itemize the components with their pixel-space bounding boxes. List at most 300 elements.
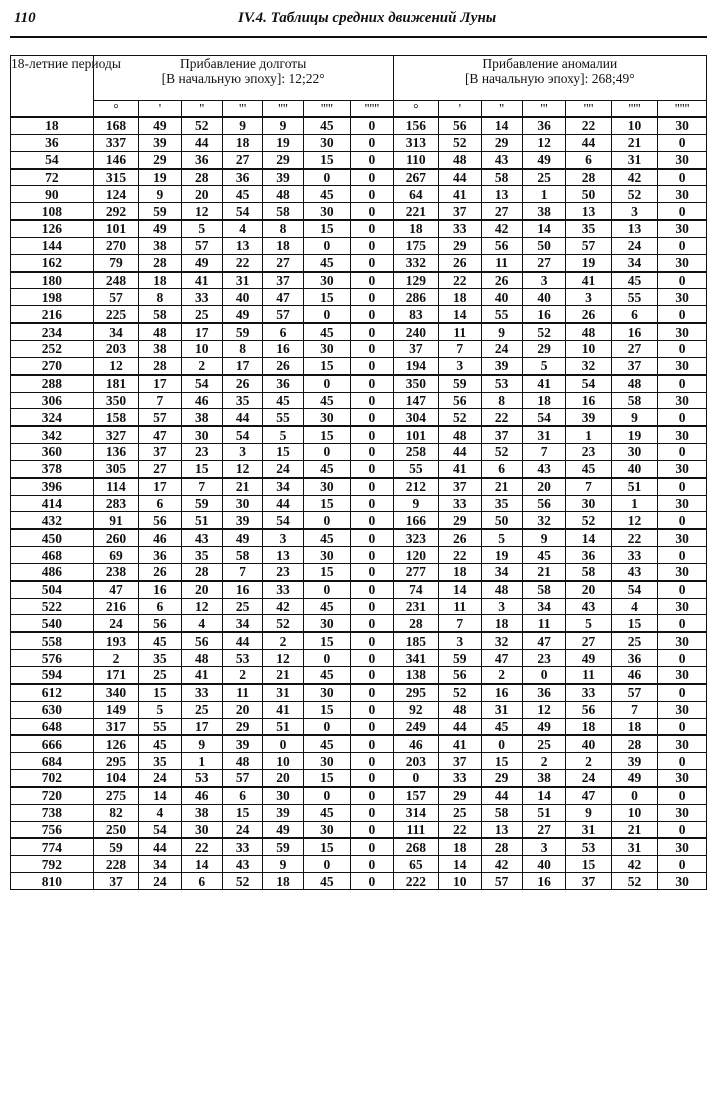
anomaly-cell: 147 bbox=[393, 392, 439, 409]
longitude-cell: 2 bbox=[263, 632, 303, 649]
anomaly-cell: 28 bbox=[481, 838, 522, 855]
longitude-cell: 30 bbox=[181, 821, 222, 838]
anomaly-cell: 3 bbox=[566, 289, 612, 306]
longitude-cell: 4 bbox=[222, 220, 262, 237]
anomaly-cell: 37 bbox=[439, 753, 481, 770]
longitude-cell: 0 bbox=[351, 512, 393, 529]
longitude-cell: 38 bbox=[181, 804, 222, 821]
anomaly-cell: 27 bbox=[566, 632, 612, 649]
longitude-cell: 15 bbox=[222, 804, 262, 821]
period-cell: 216 bbox=[11, 306, 94, 323]
anomaly-cell: 48 bbox=[439, 426, 481, 443]
longitude-cell: 9 bbox=[139, 186, 181, 203]
anomaly-cell: 0 bbox=[658, 478, 707, 495]
page-number: 110 bbox=[14, 10, 36, 26]
anomaly-cell: 25 bbox=[522, 735, 565, 752]
period-cell: 144 bbox=[11, 237, 94, 254]
anomaly-cell: 44 bbox=[439, 718, 481, 735]
longitude-cell: 43 bbox=[222, 856, 262, 873]
longitude-cell: 42 bbox=[263, 598, 303, 615]
header-rule bbox=[10, 36, 707, 38]
unit-label: ' bbox=[139, 101, 181, 118]
anomaly-cell: 33 bbox=[566, 684, 612, 701]
anomaly-cell: 56 bbox=[439, 667, 481, 684]
anomaly-cell: 57 bbox=[481, 873, 522, 890]
longitude-cell: 59 bbox=[263, 838, 303, 855]
anomaly-cell: 52 bbox=[611, 186, 658, 203]
anomaly-cell: 7 bbox=[522, 444, 565, 461]
longitude-cell: 44 bbox=[181, 134, 222, 151]
anomaly-cell: 2 bbox=[481, 667, 522, 684]
anomaly-cell: 31 bbox=[522, 426, 565, 443]
anomaly-cell: 18 bbox=[481, 615, 522, 632]
period-cell: 18 bbox=[11, 117, 94, 134]
period-cell: 108 bbox=[11, 203, 94, 220]
anomaly-cell: 341 bbox=[393, 650, 439, 667]
anomaly-cell: 22 bbox=[611, 529, 658, 546]
anomaly-cell: 45 bbox=[566, 460, 612, 477]
anomaly-cell: 30 bbox=[658, 632, 707, 649]
longitude-cell: 0 bbox=[351, 529, 393, 546]
anomaly-cell: 28 bbox=[566, 169, 612, 186]
longitude-cell: 30 bbox=[303, 615, 351, 632]
longitude-cell: 52 bbox=[263, 615, 303, 632]
longitude-cell: 57 bbox=[139, 409, 181, 426]
anomaly-cell: 29 bbox=[439, 512, 481, 529]
longitude-cell: 158 bbox=[93, 409, 139, 426]
anomaly-cell: 9 bbox=[481, 323, 522, 340]
unit-label: ''''' bbox=[611, 101, 658, 118]
longitude-cell: 9 bbox=[263, 117, 303, 134]
longitude-cell: 171 bbox=[93, 667, 139, 684]
table-row bbox=[11, 581, 707, 598]
anomaly-cell: 24 bbox=[566, 770, 612, 787]
longitude-cell: 0 bbox=[351, 460, 393, 477]
longitude-header-epoch: [В начальную эпоху]: 12;22° bbox=[161, 71, 325, 86]
longitude-cell: 39 bbox=[222, 735, 262, 752]
longitude-cell: 29 bbox=[263, 151, 303, 168]
anomaly-cell: 11 bbox=[522, 615, 565, 632]
anomaly-cell: 27 bbox=[611, 340, 658, 357]
anomaly-cell: 52 bbox=[611, 873, 658, 890]
anomaly-cell: 46 bbox=[611, 667, 658, 684]
anomaly-cell: 37 bbox=[611, 357, 658, 374]
longitude-cell: 39 bbox=[263, 169, 303, 186]
longitude-cell: 6 bbox=[222, 787, 262, 804]
longitude-cell: 15 bbox=[303, 151, 351, 168]
longitude-cell: 33 bbox=[181, 289, 222, 306]
anomaly-cell: 41 bbox=[439, 460, 481, 477]
anomaly-cell: 13 bbox=[481, 821, 522, 838]
longitude-cell: 34 bbox=[93, 323, 139, 340]
anomaly-cell: 5 bbox=[522, 357, 565, 374]
table-row bbox=[11, 134, 707, 151]
anomaly-cell: 54 bbox=[566, 375, 612, 392]
longitude-cell: 0 bbox=[351, 650, 393, 667]
longitude-cell: 58 bbox=[139, 306, 181, 323]
anomaly-cell: 30 bbox=[658, 735, 707, 752]
longitude-cell: 36 bbox=[222, 169, 262, 186]
longitude-cell: 46 bbox=[181, 787, 222, 804]
anomaly-cell: 35 bbox=[566, 220, 612, 237]
longitude-cell: 260 bbox=[93, 529, 139, 546]
anomaly-cell: 59 bbox=[439, 375, 481, 392]
anomaly-cell: 26 bbox=[439, 254, 481, 271]
anomaly-cell: 56 bbox=[522, 495, 565, 512]
anomaly-cell: 47 bbox=[566, 787, 612, 804]
anomaly-cell: 24 bbox=[611, 237, 658, 254]
longitude-cell: 0 bbox=[263, 735, 303, 752]
anomaly-cell: 30 bbox=[658, 838, 707, 855]
period-cell: 180 bbox=[11, 272, 94, 289]
longitude-cell: 6 bbox=[263, 323, 303, 340]
period-cell: 234 bbox=[11, 323, 94, 340]
table-row bbox=[11, 409, 707, 426]
table-row bbox=[11, 289, 707, 306]
longitude-cell: 28 bbox=[181, 563, 222, 580]
longitude-cell: 15 bbox=[303, 426, 351, 443]
longitude-cell: 27 bbox=[263, 254, 303, 271]
table-row bbox=[11, 563, 707, 580]
table-row bbox=[11, 220, 707, 237]
longitude-cell: 0 bbox=[351, 409, 393, 426]
longitude-cell: 48 bbox=[263, 186, 303, 203]
anomaly-cell: 9 bbox=[393, 495, 439, 512]
longitude-cell: 0 bbox=[351, 615, 393, 632]
longitude-cell: 0 bbox=[351, 323, 393, 340]
longitude-cell: 20 bbox=[181, 186, 222, 203]
longitude-cell: 23 bbox=[263, 563, 303, 580]
period-column-header: 18-летние периоды bbox=[11, 56, 94, 118]
anomaly-cell: 47 bbox=[481, 650, 522, 667]
unit-label: ''''' bbox=[303, 101, 351, 118]
longitude-cell: 31 bbox=[222, 272, 262, 289]
anomaly-cell: 0 bbox=[658, 547, 707, 564]
table-row bbox=[11, 735, 707, 752]
table-row bbox=[11, 460, 707, 477]
anomaly-cell: 54 bbox=[522, 409, 565, 426]
longitude-cell: 114 bbox=[93, 478, 139, 495]
anomaly-cell: 45 bbox=[522, 547, 565, 564]
period-cell: 378 bbox=[11, 460, 94, 477]
anomaly-cell: 40 bbox=[522, 289, 565, 306]
longitude-cell: 0 bbox=[351, 340, 393, 357]
anomaly-cell: 277 bbox=[393, 563, 439, 580]
longitude-cell: 0 bbox=[351, 770, 393, 787]
longitude-cell: 7 bbox=[139, 392, 181, 409]
longitude-cell: 225 bbox=[93, 306, 139, 323]
longitude-cell: 0 bbox=[351, 873, 393, 890]
anomaly-cell: 49 bbox=[522, 151, 565, 168]
longitude-cell: 327 bbox=[93, 426, 139, 443]
longitude-cell: 4 bbox=[181, 615, 222, 632]
anomaly-cell: 74 bbox=[393, 581, 439, 598]
anomaly-cell: 56 bbox=[481, 237, 522, 254]
longitude-cell: 0 bbox=[351, 495, 393, 512]
anomaly-cell: 36 bbox=[522, 117, 565, 134]
period-cell: 396 bbox=[11, 478, 94, 495]
period-cell: 90 bbox=[11, 186, 94, 203]
anomaly-cell: 45 bbox=[481, 718, 522, 735]
anomaly-cell: 44 bbox=[439, 169, 481, 186]
anomaly-cell: 31 bbox=[611, 151, 658, 168]
table-row bbox=[11, 151, 707, 168]
anomaly-cell: 32 bbox=[522, 512, 565, 529]
longitude-cell: 45 bbox=[303, 804, 351, 821]
longitude-cell: 17 bbox=[139, 375, 181, 392]
table-row bbox=[11, 237, 707, 254]
longitude-cell: 54 bbox=[222, 426, 262, 443]
anomaly-cell: 42 bbox=[611, 169, 658, 186]
longitude-cell: 0 bbox=[303, 375, 351, 392]
anomaly-cell: 267 bbox=[393, 169, 439, 186]
anomaly-cell: 15 bbox=[611, 615, 658, 632]
longitude-cell: 58 bbox=[263, 203, 303, 220]
anomaly-cell: 40 bbox=[522, 856, 565, 873]
anomaly-cell: 11 bbox=[566, 667, 612, 684]
anomaly-cell: 45 bbox=[611, 272, 658, 289]
longitude-cell: 48 bbox=[139, 323, 181, 340]
anomaly-cell: 28 bbox=[611, 735, 658, 752]
longitude-cell: 57 bbox=[93, 289, 139, 306]
unit-label: ' bbox=[439, 101, 481, 118]
anomaly-cell: 52 bbox=[566, 512, 612, 529]
period-cell: 702 bbox=[11, 770, 94, 787]
longitude-cell: 0 bbox=[351, 753, 393, 770]
longitude-cell: 15 bbox=[303, 495, 351, 512]
longitude-cell: 20 bbox=[181, 581, 222, 598]
table-row bbox=[11, 718, 707, 735]
anomaly-cell: 30 bbox=[658, 804, 707, 821]
period-cell: 198 bbox=[11, 289, 94, 306]
longitude-cell: 45 bbox=[303, 392, 351, 409]
longitude-cell: 228 bbox=[93, 856, 139, 873]
longitude-cell: 0 bbox=[351, 787, 393, 804]
longitude-cell: 337 bbox=[93, 134, 139, 151]
anomaly-cell: 49 bbox=[611, 770, 658, 787]
running-title: IV.4. Таблицы средних движений Луны bbox=[238, 10, 497, 26]
table-row bbox=[11, 169, 707, 186]
unit-label: '' bbox=[181, 101, 222, 118]
longitude-cell: 34 bbox=[263, 478, 303, 495]
anomaly-cell: 18 bbox=[393, 220, 439, 237]
longitude-cell: 3 bbox=[222, 444, 262, 461]
table-row bbox=[11, 770, 707, 787]
anomaly-cell: 9 bbox=[566, 804, 612, 821]
anomaly-cell: 64 bbox=[393, 186, 439, 203]
longitude-header bbox=[93, 56, 393, 101]
anomaly-cell: 221 bbox=[393, 203, 439, 220]
anomaly-cell: 43 bbox=[566, 598, 612, 615]
table-row bbox=[11, 804, 707, 821]
longitude-cell: 6 bbox=[181, 873, 222, 890]
longitude-cell: 2 bbox=[222, 667, 262, 684]
anomaly-cell: 30 bbox=[658, 563, 707, 580]
anomaly-cell: 12 bbox=[522, 134, 565, 151]
longitude-cell: 0 bbox=[351, 598, 393, 615]
longitude-cell: 126 bbox=[93, 735, 139, 752]
longitude-cell: 216 bbox=[93, 598, 139, 615]
anomaly-cell: 13 bbox=[481, 186, 522, 203]
anomaly-cell: 0 bbox=[658, 684, 707, 701]
anomaly-cell: 0 bbox=[658, 340, 707, 357]
longitude-cell: 34 bbox=[222, 615, 262, 632]
longitude-cell: 0 bbox=[351, 220, 393, 237]
anomaly-cell: 0 bbox=[611, 787, 658, 804]
anomaly-cell: 7 bbox=[566, 478, 612, 495]
anomaly-cell: 44 bbox=[566, 134, 612, 151]
longitude-cell: 0 bbox=[351, 169, 393, 186]
anomaly-cell: 21 bbox=[611, 134, 658, 151]
anomaly-cell: 30 bbox=[658, 117, 707, 134]
anomaly-cell: 0 bbox=[658, 169, 707, 186]
period-cell: 342 bbox=[11, 426, 94, 443]
anomaly-cell: 65 bbox=[393, 856, 439, 873]
table-row bbox=[11, 753, 707, 770]
anomaly-cell: 30 bbox=[658, 598, 707, 615]
anomaly-cell: 38 bbox=[522, 770, 565, 787]
longitude-cell: 0 bbox=[351, 804, 393, 821]
anomaly-cell: 39 bbox=[481, 357, 522, 374]
anomaly-cell: 11 bbox=[439, 323, 481, 340]
longitude-cell: 24 bbox=[263, 460, 303, 477]
anomaly-cell: 52 bbox=[481, 444, 522, 461]
longitude-cell: 146 bbox=[93, 151, 139, 168]
table-row bbox=[11, 203, 707, 220]
longitude-cell: 0 bbox=[351, 289, 393, 306]
anomaly-cell: 52 bbox=[439, 684, 481, 701]
anomaly-cell: 0 bbox=[393, 770, 439, 787]
anomaly-cell: 12 bbox=[522, 701, 565, 718]
anomaly-cell: 37 bbox=[439, 203, 481, 220]
longitude-cell: 36 bbox=[263, 375, 303, 392]
anomaly-cell: 3 bbox=[439, 357, 481, 374]
longitude-cell: 38 bbox=[139, 237, 181, 254]
unit-row bbox=[11, 101, 707, 118]
anomaly-cell: 18 bbox=[439, 838, 481, 855]
anomaly-cell: 29 bbox=[481, 770, 522, 787]
longitude-cell: 30 bbox=[303, 753, 351, 770]
anomaly-cell: 57 bbox=[566, 237, 612, 254]
anomaly-cell: 0 bbox=[658, 409, 707, 426]
longitude-cell: 41 bbox=[263, 701, 303, 718]
longitude-cell: 283 bbox=[93, 495, 139, 512]
longitude-cell: 15 bbox=[181, 460, 222, 477]
longitude-cell: 44 bbox=[222, 409, 262, 426]
anomaly-cell: 21 bbox=[522, 563, 565, 580]
anomaly-cell: 14 bbox=[439, 856, 481, 873]
anomaly-cell: 16 bbox=[522, 306, 565, 323]
anomaly-cell: 1 bbox=[611, 495, 658, 512]
longitude-cell: 18 bbox=[139, 272, 181, 289]
period-cell: 594 bbox=[11, 667, 94, 684]
longitude-cell: 22 bbox=[181, 838, 222, 855]
longitude-cell: 0 bbox=[303, 581, 351, 598]
period-cell: 792 bbox=[11, 856, 94, 873]
longitude-cell: 49 bbox=[181, 254, 222, 271]
longitude-cell: 13 bbox=[222, 237, 262, 254]
anomaly-cell: 29 bbox=[522, 340, 565, 357]
anomaly-cell: 48 bbox=[611, 375, 658, 392]
anomaly-cell: 23 bbox=[566, 444, 612, 461]
period-cell: 648 bbox=[11, 718, 94, 735]
longitude-cell: 0 bbox=[351, 718, 393, 735]
anomaly-cell: 9 bbox=[522, 529, 565, 546]
longitude-cell: 124 bbox=[93, 186, 139, 203]
anomaly-cell: 51 bbox=[611, 478, 658, 495]
longitude-cell: 28 bbox=[139, 357, 181, 374]
period-cell: 630 bbox=[11, 701, 94, 718]
longitude-cell: 30 bbox=[303, 821, 351, 838]
unit-label: ''' bbox=[522, 101, 565, 118]
longitude-cell: 104 bbox=[93, 770, 139, 787]
anomaly-cell: 111 bbox=[393, 821, 439, 838]
anomaly-cell: 10 bbox=[611, 117, 658, 134]
anomaly-cell: 36 bbox=[611, 650, 658, 667]
longitude-cell: 23 bbox=[181, 444, 222, 461]
table-row bbox=[11, 478, 707, 495]
period-cell: 306 bbox=[11, 392, 94, 409]
longitude-cell: 45 bbox=[303, 323, 351, 340]
longitude-cell: 33 bbox=[181, 684, 222, 701]
longitude-cell: 45 bbox=[303, 667, 351, 684]
table-row bbox=[11, 684, 707, 701]
anomaly-cell: 8 bbox=[481, 392, 522, 409]
anomaly-cell: 27 bbox=[522, 254, 565, 271]
anomaly-cell: 15 bbox=[566, 856, 612, 873]
longitude-cell: 25 bbox=[181, 701, 222, 718]
period-cell: 684 bbox=[11, 753, 94, 770]
longitude-cell: 168 bbox=[93, 117, 139, 134]
longitude-cell: 0 bbox=[351, 684, 393, 701]
anomaly-cell: 0 bbox=[658, 753, 707, 770]
longitude-cell: 45 bbox=[303, 735, 351, 752]
longitude-cell: 0 bbox=[303, 650, 351, 667]
longitude-cell: 47 bbox=[263, 289, 303, 306]
anomaly-cell: 33 bbox=[439, 770, 481, 787]
page-header bbox=[10, 4, 707, 32]
anomaly-cell: 1 bbox=[522, 186, 565, 203]
anomaly-header-title: Прибавление аномалии bbox=[482, 56, 618, 71]
longitude-cell: 21 bbox=[222, 478, 262, 495]
anomaly-cell: 14 bbox=[439, 306, 481, 323]
anomaly-cell: 31 bbox=[481, 701, 522, 718]
longitude-cell: 0 bbox=[351, 563, 393, 580]
table-row bbox=[11, 873, 707, 890]
anomaly-cell: 58 bbox=[566, 563, 612, 580]
anomaly-cell: 3 bbox=[439, 632, 481, 649]
anomaly-cell: 16 bbox=[481, 684, 522, 701]
anomaly-cell: 0 bbox=[481, 735, 522, 752]
longitude-cell: 17 bbox=[181, 323, 222, 340]
longitude-cell: 45 bbox=[303, 186, 351, 203]
table-row bbox=[11, 375, 707, 392]
anomaly-cell: 33 bbox=[439, 495, 481, 512]
longitude-cell: 49 bbox=[139, 117, 181, 134]
table-row bbox=[11, 615, 707, 632]
mean-motion-table bbox=[10, 55, 707, 890]
period-cell: 72 bbox=[11, 169, 94, 186]
period-cell: 540 bbox=[11, 615, 94, 632]
anomaly-cell: 323 bbox=[393, 529, 439, 546]
longitude-cell: 17 bbox=[222, 357, 262, 374]
anomaly-cell: 0 bbox=[658, 821, 707, 838]
longitude-cell: 8 bbox=[222, 340, 262, 357]
table-row bbox=[11, 117, 707, 134]
anomaly-cell: 3 bbox=[611, 203, 658, 220]
longitude-cell: 0 bbox=[351, 856, 393, 873]
longitude-cell: 0 bbox=[351, 838, 393, 855]
